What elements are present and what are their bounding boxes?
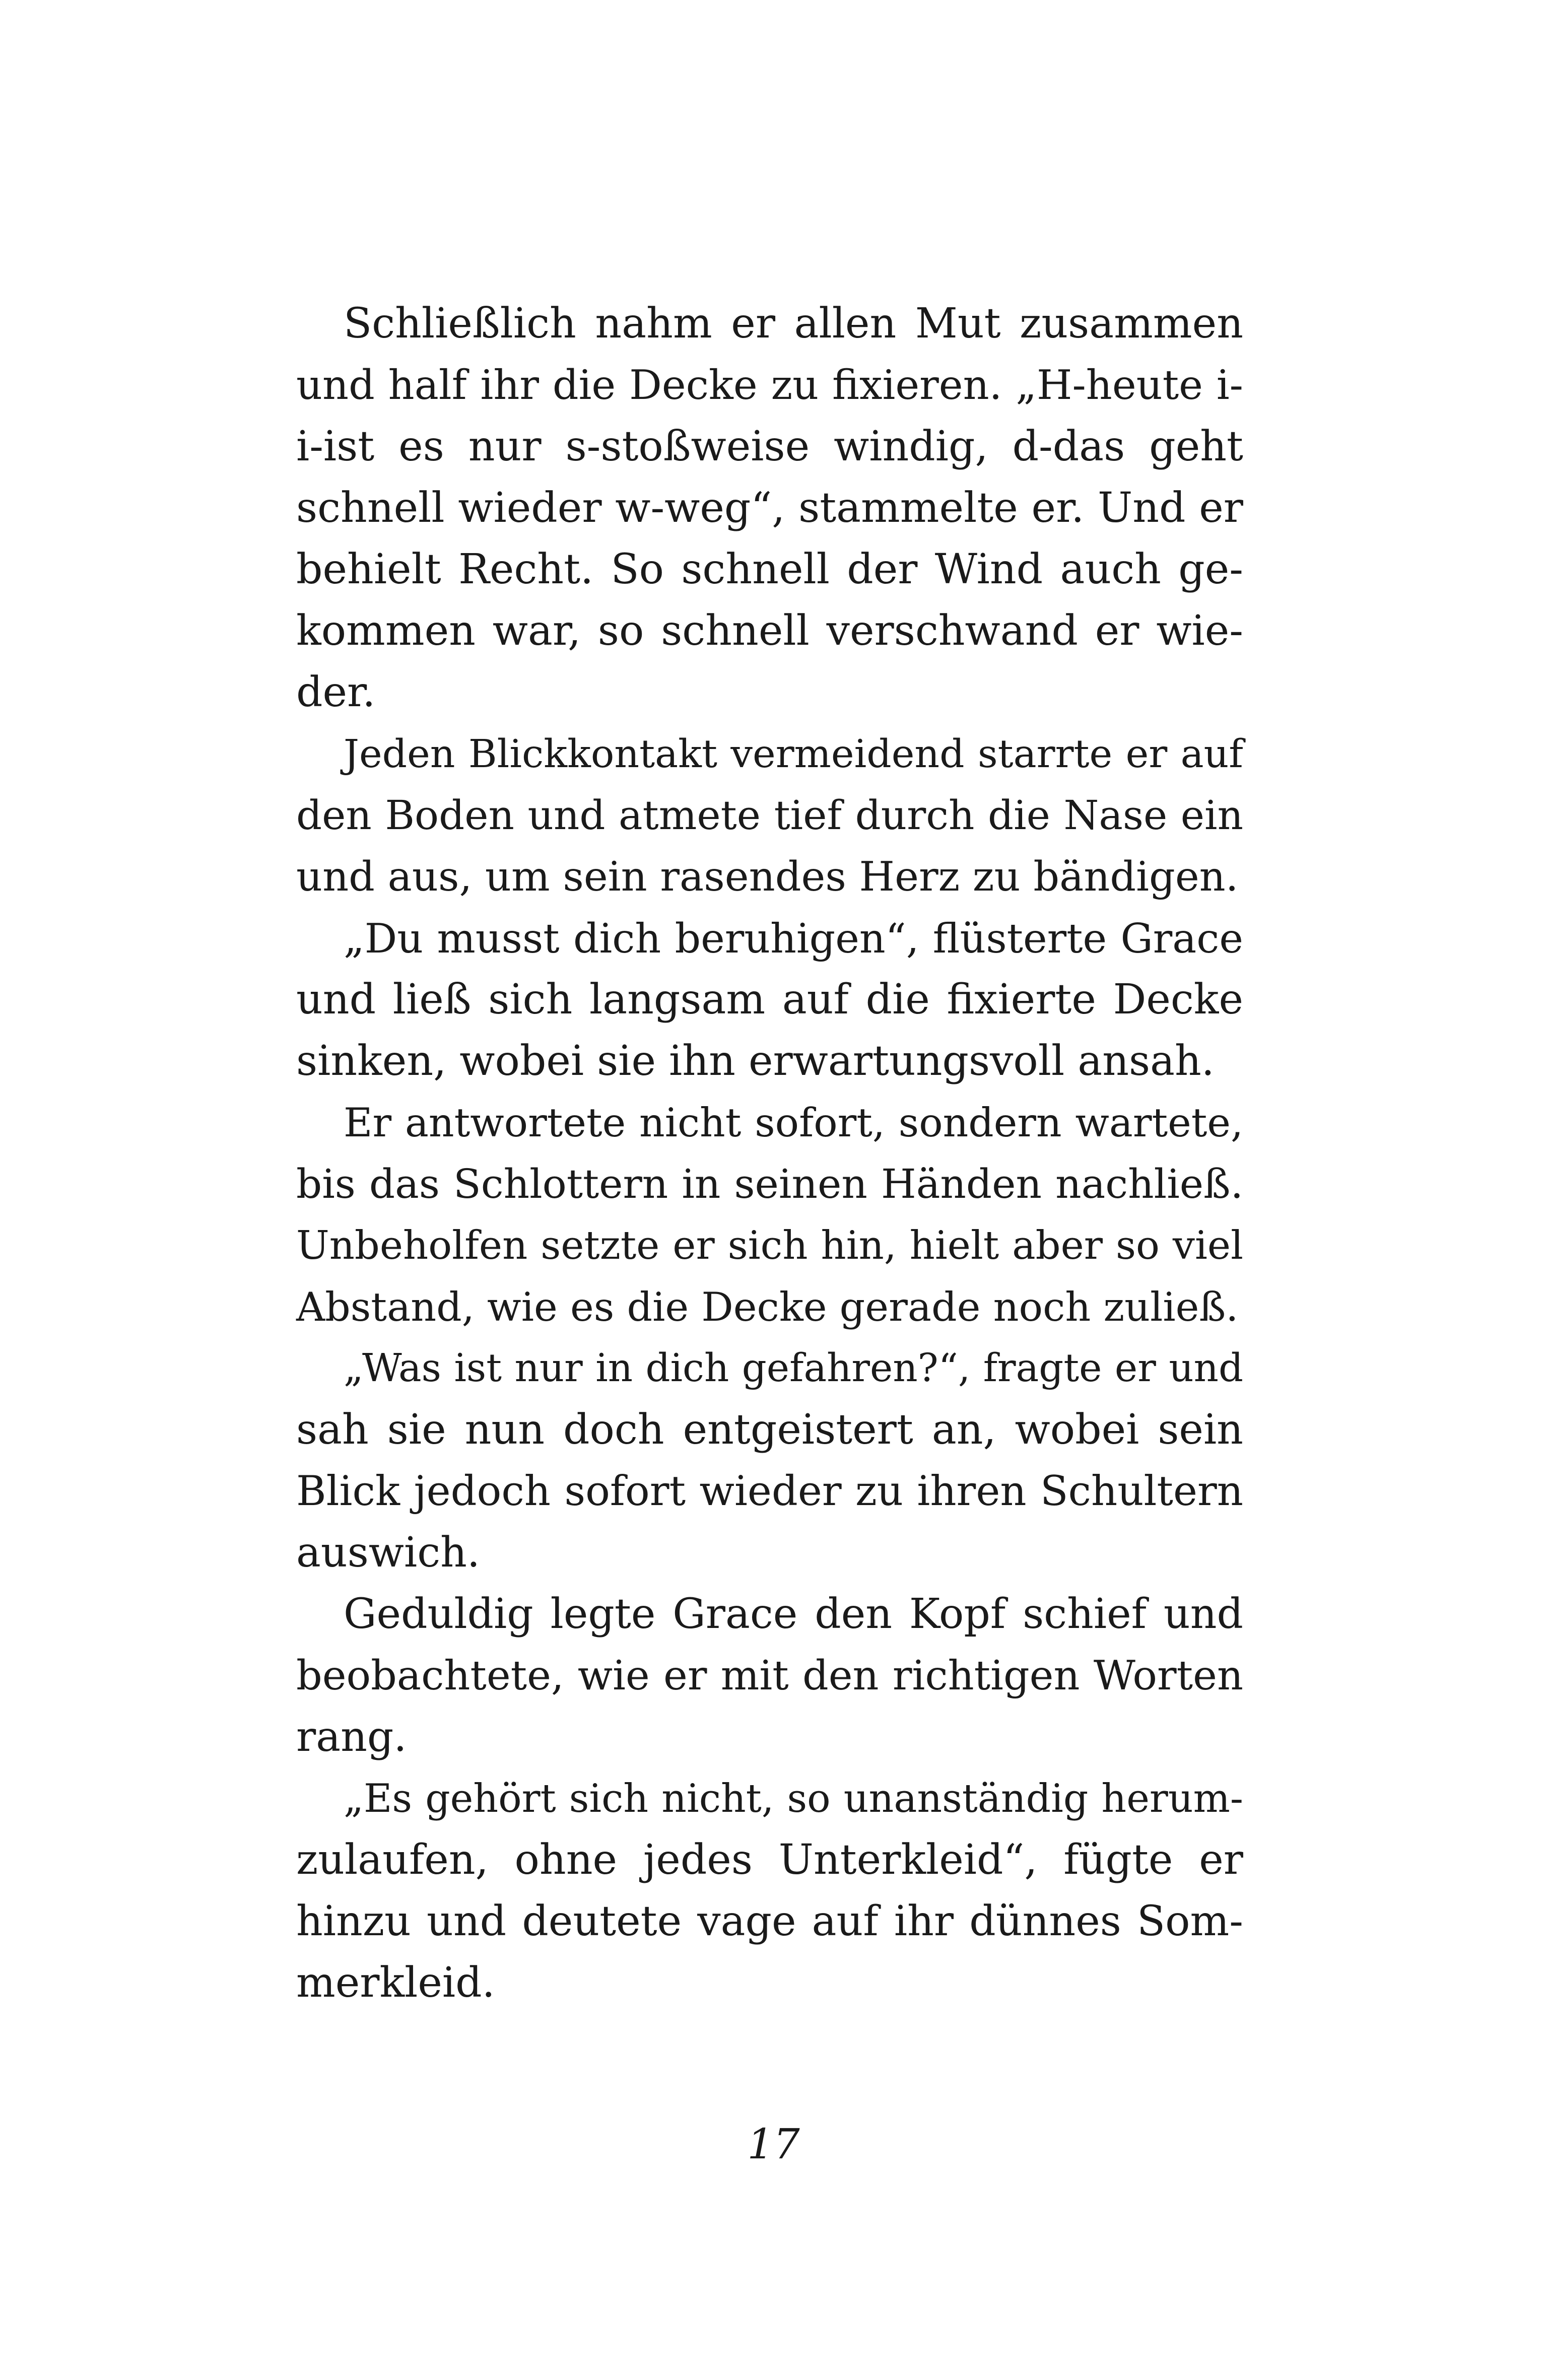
text-line: beobachtete, wie er mit den richtigen Worten <box>296 1652 1243 1699</box>
text-line: Schließlich nahm er allen Mut zusammen <box>344 300 1243 348</box>
text-line: auswich. <box>296 1529 480 1577</box>
text-line: zulaufen, ohne jedes Unterkleid“, fügte er <box>296 1836 1243 1884</box>
text-line: bis das Schlottern in seinen Händen nachließ. <box>296 1161 1243 1207</box>
text-line: sinken, wobei sie ihn erwartungsvoll ansah. <box>296 1037 1215 1085</box>
text-line: Er antwortete nicht sofort, sondern wartete, <box>344 1100 1243 1146</box>
text-line: Blick jedoch sofort wieder zu ihren Schultern <box>296 1468 1243 1515</box>
text-line: „Du musst dich beruhigen“, flüsterte Grace <box>344 915 1243 962</box>
text-line: den Boden und atmete tief durch die Nase ein <box>296 792 1243 839</box>
text-line: Abstand, wie es die Decke gerade noch zuließ. <box>296 1284 1239 1330</box>
text-line: Geduldig legte Grace den Kopf schief und <box>344 1590 1243 1638</box>
text-line: rang. <box>296 1713 407 1761</box>
text-line: und aus, um sein rasendes Herz zu bändigen. <box>296 853 1239 901</box>
text-line: i-ist es nur s-stoßweise windig, d-das geht <box>296 423 1243 470</box>
body-text <box>296 293 1243 2014</box>
text-line: sah sie nun doch entgeistert an, wobei sein <box>296 1406 1243 1454</box>
text-line: schnell wieder w-weg“, stammelte er. Und er <box>296 484 1243 532</box>
text-line: Unbeholfen setzte er sich hin, hielt aber so viel <box>296 1223 1243 1268</box>
text-line: der. <box>296 668 376 716</box>
page-number: 17 <box>747 2121 800 2168</box>
text-line: behielt Recht. So schnell der Wind auch ge- <box>296 546 1243 593</box>
text-line: hinzu und deutete vage auf ihr dünnes Som- <box>296 1897 1243 1945</box>
text-line: und half ihr die Decke zu fixieren. „H-heute i- <box>296 362 1243 409</box>
text-line: und ließ sich langsam auf die fixierte Decke <box>296 976 1243 1024</box>
text-line: Jeden Blickkontakt vermeidend starrte er auf <box>344 731 1243 777</box>
text-line: „Was ist nur in dich gefahren?“, fragte er und <box>344 1346 1243 1391</box>
text-line: „Es gehört sich nicht, so unanständig herum- <box>344 1776 1243 1821</box>
text-line: kommen war, so schnell verschwand er wie- <box>296 607 1243 655</box>
text-line: merkleid. <box>296 1959 495 2007</box>
